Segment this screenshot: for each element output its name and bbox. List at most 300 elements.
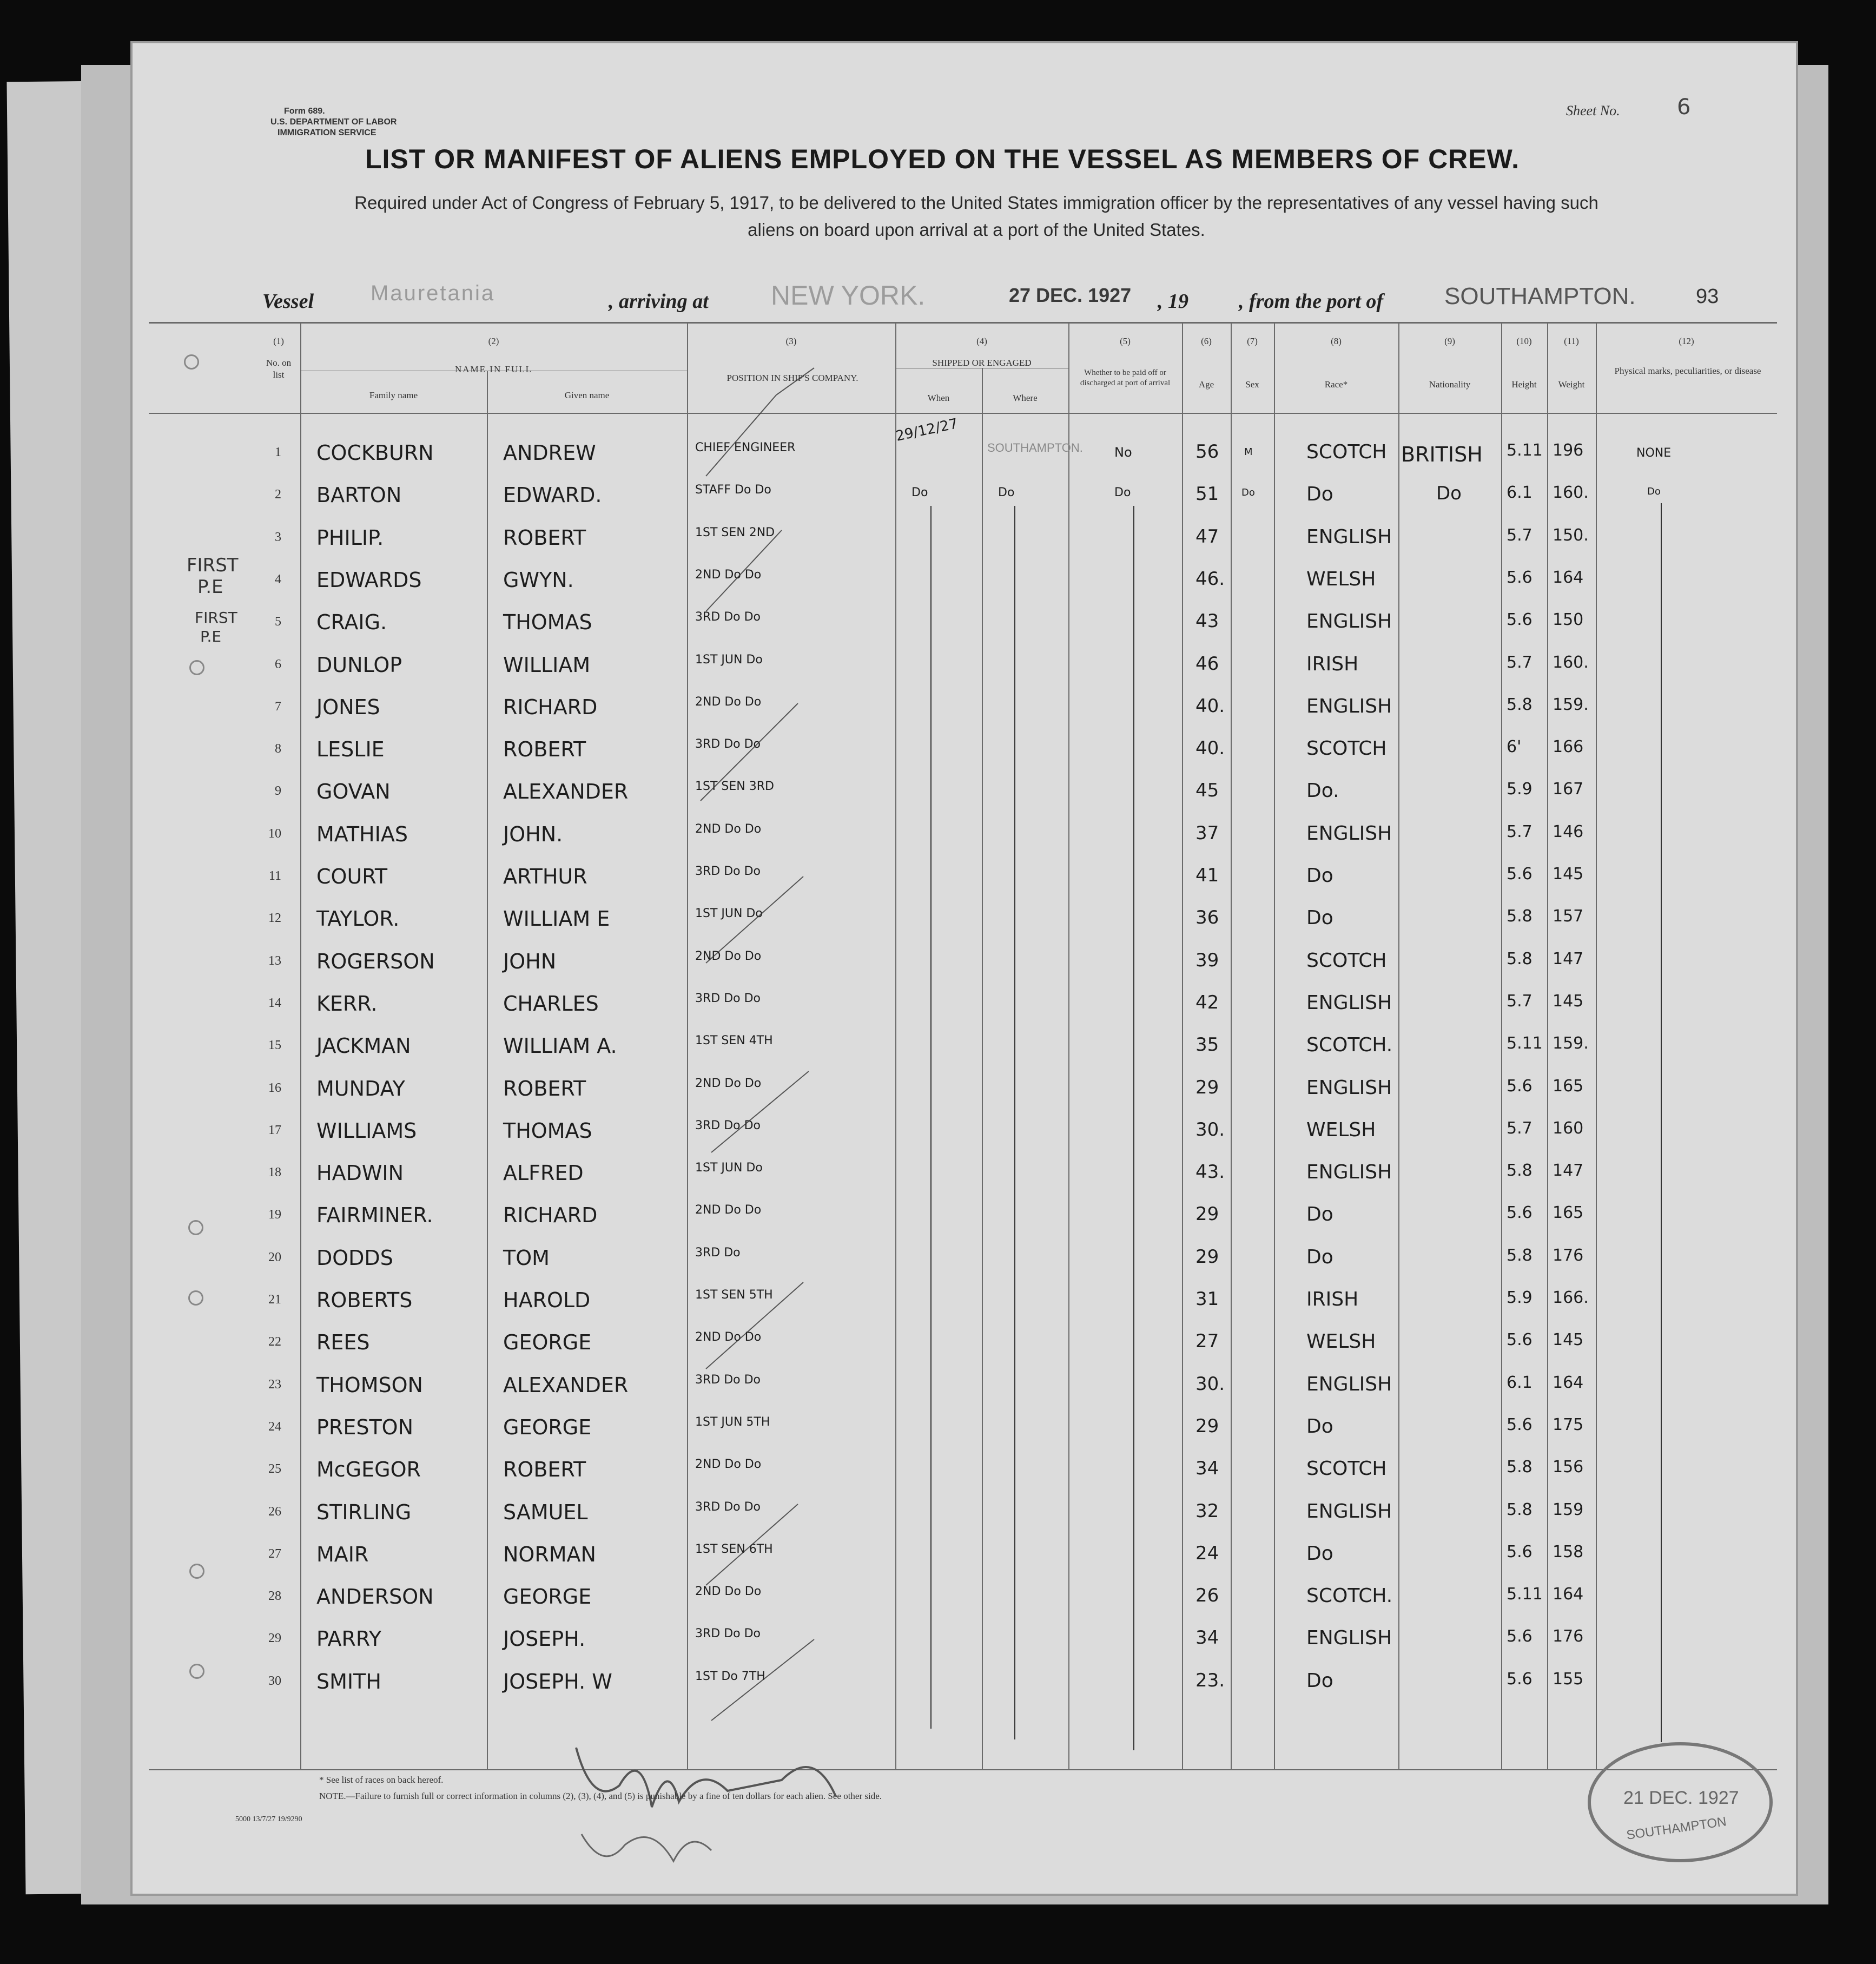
col-7-number: (7) [1247,336,1258,346]
row-given: ROBERT [503,1076,586,1100]
row-weight: 145 [1553,991,1584,1011]
row-height: 5.6 [1507,865,1532,884]
row-age: 41 [1195,865,1219,886]
row-height: 5.7 [1507,822,1532,841]
row-weight: 166 [1553,737,1584,757]
row-position: 2ND Do Do [695,1585,762,1599]
arriving-label: , arriving at [609,290,709,313]
row-weight: 158 [1553,1542,1584,1561]
origin-port: SOUTHAMPTON. [1444,283,1636,309]
check-mark-3 [701,703,798,801]
col-2-number: (2) [488,336,499,346]
row-race: ENGLISH [1306,1373,1392,1395]
row-weight: 160. [1553,483,1589,503]
row-weight: 165 [1553,1203,1584,1223]
row-no: 19 [268,1208,281,1222]
row-family: WILLIAMS [316,1118,417,1143]
row-age: 43 [1195,610,1219,632]
row1-marks: NONE [1636,446,1672,460]
col-2-header: NAME IN FULL [455,364,532,374]
row-weight: 165 [1553,1076,1584,1096]
row-height: 5.7 [1507,525,1532,545]
races-footnote: * See list of races on back hereof. [319,1775,444,1785]
row-height: 5.8 [1507,1458,1532,1477]
row-family: JACKMAN [316,1034,411,1058]
row-position: 2ND Do Do [695,568,762,582]
col-4b-header: Where [1013,393,1038,403]
row-height: 6.1 [1507,1373,1532,1392]
col-6-number: (6) [1201,336,1212,346]
row-age: 34 [1195,1458,1219,1480]
col-10-header: Height [1511,379,1537,390]
row-age: 37 [1195,822,1219,844]
row-height: 5.8 [1507,907,1532,926]
row-position: 3RD Do [695,1245,741,1260]
row-position: 1ST JUN 5TH [695,1415,770,1429]
col-1-number: (1) [273,336,284,346]
row-weight: 175 [1553,1415,1584,1434]
row-given: WILLIAM E [503,907,610,931]
margin-note-4: P.E [200,628,222,645]
row-height: 5.6 [1507,1669,1532,1689]
row-given: WILLIAM [503,653,591,677]
col-8-number: (8) [1331,336,1342,346]
row-height: 5.8 [1507,1500,1532,1519]
row-height: 5.6 [1507,1203,1532,1223]
row-race: ENGLISH [1306,1627,1392,1650]
row-height: 5.6 [1507,1542,1532,1561]
col-11-header: Weight [1558,379,1585,390]
row-height: 5.6 [1507,1076,1532,1096]
row-position: 3RD Do Do [695,1500,761,1514]
row1-where: SOUTHAMPTON. [987,441,1083,454]
row-family: MAIR [316,1542,369,1566]
row-race: WELSH [1306,1118,1376,1141]
row-no: 4 [275,572,281,586]
row-weight: 145 [1553,1330,1584,1350]
row-no: 26 [268,1504,281,1519]
row-no: 20 [268,1250,281,1264]
row2-where: Do [998,486,1015,499]
check-marks [133,43,1796,1894]
row-given: ROBERT [503,525,586,550]
service-label: IMMIGRATION SERVICE [278,128,376,137]
row-given: EDWARD. [503,483,602,508]
row-weight: 147 [1553,949,1584,968]
arrival-stamp [1588,1742,1773,1862]
row2-sex: Do [1241,487,1255,498]
row-height: 5.6 [1507,1330,1532,1350]
row-family: McGEGOR [316,1458,421,1482]
row-weight: 164 [1553,1373,1584,1392]
row-no: 6 [275,657,281,671]
row-position: 2ND Do Do [695,1203,762,1217]
row-age: 47 [1195,525,1219,548]
row-position: 1ST JUN Do [695,1161,763,1175]
row-family: ROGERSON [316,949,435,973]
row-weight: 176 [1553,1245,1584,1265]
row-age: 43. [1195,1161,1225,1183]
row-race: Do [1306,1542,1333,1565]
row-weight: 155 [1553,1669,1584,1689]
row-weight: 150. [1553,525,1589,545]
row-given: GEORGE [503,1330,592,1355]
row-given: ROBERT [503,1458,586,1482]
row-age: 29 [1195,1415,1219,1437]
department-label: U.S. DEPARTMENT OF LABOR [270,117,397,127]
binder-hole-4 [188,1290,203,1306]
row-given: NORMAN [503,1542,596,1566]
col-7-header: Sex [1245,379,1259,390]
row-age: 51 [1195,483,1219,505]
row-position: 2ND Do Do [695,949,762,963]
row-no: 28 [268,1589,281,1604]
row-race: ENGLISH [1306,610,1392,633]
row-family: JONES [316,695,380,719]
row-position: 3RD Do Do [695,737,761,752]
row-given: HAROLD [503,1288,591,1312]
row-family: MATHIAS [316,822,408,846]
row-race: SCOTCH [1306,441,1387,463]
row-race: Do [1306,1415,1333,1438]
row-family: GOVAN [316,780,391,804]
row-race: WELSH [1306,1330,1376,1353]
row-no: 18 [268,1165,281,1180]
row1-when: 29/12/27 [894,416,960,445]
row-height: 6' [1507,737,1522,757]
row-race: ENGLISH [1306,1076,1392,1099]
row-family: THOMSON [316,1373,423,1397]
row-family: LESLIE [316,737,385,762]
row-position: 2ND Do Do [695,1076,762,1090]
check-mark-5 [711,1071,809,1152]
row-given: CHARLES [503,991,599,1016]
row-age: 40. [1195,737,1225,760]
vessel-name: Mauretania [371,281,496,305]
row-position: 3RD Do Do [695,1373,761,1387]
row-given: ALEXANDER [503,780,629,804]
row-family: STIRLING [316,1500,412,1524]
row-no: 9 [275,784,281,799]
col-9-number: (9) [1444,336,1455,346]
sheet-number-label: Sheet No. [1566,103,1620,118]
row-weight: 156 [1553,1458,1584,1477]
row-family: KERR. [316,991,378,1016]
row-weight: 160. [1553,653,1589,672]
row-given: JOHN [503,949,557,973]
row-no: 27 [268,1546,281,1561]
margin-note-1: FIRST [187,555,239,576]
row-height: 5.6 [1507,610,1532,630]
row-age: 29 [1195,1076,1219,1098]
row1-sex: M [1244,446,1253,458]
row-race: IRISH [1306,653,1359,675]
row-position: 1ST SEN 2ND [695,525,775,539]
row-no: 24 [268,1419,281,1434]
col-3-number: (3) [785,336,797,346]
row-position: 2ND Do Do [695,822,762,836]
row-family: CRAIG. [316,610,387,635]
row-given: RICHARD [503,695,598,719]
row-age: 36 [1195,907,1219,929]
row-position: 3RD Do Do [695,865,761,878]
row-age: 30. [1195,1373,1225,1395]
row-no: 11 [268,869,281,883]
row-given: JOSEPH. [503,1627,586,1651]
check-mark-1 [706,368,814,476]
row-given: JOHN. [503,822,563,846]
row1-paid-off: No [1114,445,1132,460]
row-race: ENGLISH [1306,1161,1392,1184]
col-6-header: Age [1198,379,1214,390]
row-given: SAMUEL [503,1500,588,1524]
row-given: GWYN. [503,568,574,592]
row-no: 21 [268,1293,281,1307]
row-age: 46 [1195,653,1219,675]
row-no: 17 [268,1123,281,1137]
print-code: 5000 13/7/27 19/9290 [235,1815,302,1823]
row-race: ENGLISH [1306,822,1392,845]
row-position: 1ST JUN Do [695,907,763,921]
row-family: PRESTON [316,1415,413,1439]
row-age: 42 [1195,991,1219,1013]
row-weight: 159 [1553,1500,1584,1519]
col-1-header: No. on list [266,358,292,380]
row-no: 25 [268,1462,281,1477]
row-race: SCOTCH [1306,949,1387,972]
row-weight: 164 [1553,568,1584,587]
row-family: HADWIN [316,1161,404,1185]
requirement-line-1: Required under Act of Congress of February 5, 1917, to be delivered to the United States immigration officer by the representatives of any vessel having such [354,193,1598,213]
row-position: 3RD Do Do [695,991,761,1005]
row-weight: 160 [1553,1118,1584,1138]
col-9-header: Nationality [1429,379,1471,390]
row-given: GEORGE [503,1585,592,1609]
binder-hole-3 [188,1220,203,1235]
row-given: ARTHUR [503,865,587,888]
row-family: ROBERTS [316,1288,413,1312]
col-8-header: Race* [1324,379,1348,390]
row-no: 2 [275,487,281,502]
row-no: 8 [275,742,281,756]
row-given: GEORGE [503,1415,592,1439]
row-position: 1ST SEN 6TH [695,1542,773,1556]
row-no: 13 [268,953,281,968]
row-height: 5.9 [1507,780,1532,799]
sheet-number: 6 [1677,95,1691,120]
row-position: 2ND Do Do [695,695,762,709]
row1-nationality: BRITISH [1401,443,1483,466]
check-mark-7 [706,1504,798,1585]
row-given: ALEXANDER [503,1373,629,1397]
row-position: 2ND Do Do [695,1330,762,1345]
row-height: 5.7 [1507,653,1532,672]
row-no: 15 [268,1038,281,1053]
row-family: SMITH [316,1669,381,1693]
row-family: PARRY [316,1627,382,1651]
col-2a-header: Family name [369,390,418,400]
row-age: 45 [1195,780,1219,802]
row-position: 2ND Do Do [695,1458,762,1472]
col-3-header: POSITION IN SHIP'S COMPANY. [726,373,858,383]
binder-hole-5 [189,1564,204,1579]
row-race: ENGLISH [1306,1500,1392,1523]
row-age: 32 [1195,1500,1219,1522]
row-race: ENGLISH [1306,695,1392,717]
margin-note-3: FIRST [195,609,237,627]
row-family: FAIRMINER. [316,1203,433,1228]
row-position: 1ST Do 7TH [695,1669,765,1683]
row-family: TAYLOR. [316,907,400,931]
voyage-number: 93 [1696,285,1719,308]
check-mark-2 [706,530,782,611]
row-no: 7 [275,699,281,714]
row-no: 16 [268,1080,281,1095]
year-label: , 19 [1158,290,1188,313]
row-given: JOSEPH. W [503,1669,612,1693]
row-age: 29 [1195,1245,1219,1268]
row-age: 26 [1195,1585,1219,1607]
row-race: Do. [1306,780,1339,802]
row-age: 30. [1195,1118,1225,1141]
row-given: THOMAS [503,1118,592,1143]
row-weight: 166. [1553,1288,1589,1307]
row-race: Do [1306,865,1333,887]
row-family: EDWARDS [316,568,422,592]
row-race: SCOTCH [1306,737,1387,760]
requirement-line-2: aliens on board upon arrival at a port of the United States. [748,220,1205,240]
vessel-label: Vessel [262,290,314,313]
row-no: 14 [268,996,281,1010]
row-given: WILLIAM A. [503,1034,617,1058]
row-height: 5.11 [1507,1034,1543,1053]
row2-marks: Do [1647,486,1661,497]
row-height: 6.1 [1507,483,1532,503]
row2-when: Do [911,486,928,499]
row-race: IRISH [1306,1288,1359,1310]
col-4-header: SHIPPED OR ENGAGED [932,358,1032,368]
row-weight: 159. [1553,1034,1589,1053]
row-given: ANDREW [503,441,596,465]
from-port-label: , from the port of [1239,290,1384,313]
row-no: 10 [268,826,281,841]
row-family: COURT [316,865,388,888]
row-family: DUNLOP [316,653,402,677]
col-4-number: (4) [976,336,987,346]
col-10-number: (10) [1516,336,1532,346]
row-weight: 157 [1553,907,1584,926]
penalty-note: NOTE.—Failure to furnish full or correct information in columns (2), (3), (4), and (5) is punishable by a fine of ten dollars for each alien. See other side. [319,1791,882,1801]
manifest-title: LIST OR MANIFEST OF ALIENS EMPLOYED ON THE VESSEL AS MEMBERS OF CREW. [365,144,1520,174]
check-mark-4 [706,876,803,963]
row-race: ENGLISH [1306,525,1392,548]
row-age: 56 [1195,441,1219,463]
second-signature [582,1834,711,1861]
row-no: 3 [275,530,281,544]
row-given: THOMAS [503,610,592,635]
form-number: Form 689. [284,107,325,116]
row-family: ANDERSON [316,1585,434,1609]
row-race: SCOTCH [1306,1458,1387,1480]
row-race: ENGLISH [1306,991,1392,1014]
row-position: 1ST JUN Do [695,653,763,667]
row-race: SCOTCH. [1306,1034,1393,1057]
row-weight: 146 [1553,822,1584,841]
row-given: ROBERT [503,737,586,762]
col-12-header: Physical marks, peculiarities, or disease [1614,366,1761,376]
row-height: 5.11 [1507,1585,1543,1604]
row-position: STAFF Do Do [695,483,771,497]
row-family: REES [316,1330,370,1355]
row-family: MUNDAY [316,1076,405,1100]
row-age: 29 [1195,1203,1219,1225]
row-age: 35 [1195,1034,1219,1056]
row-weight: 145 [1553,865,1584,884]
row-weight: 164 [1553,1585,1584,1604]
row-age: 24 [1195,1542,1219,1564]
row-age: 39 [1195,949,1219,971]
row-weight: 196 [1553,441,1584,460]
row-position: 3RD Do Do [695,1627,761,1641]
row-race: SCOTCH. [1306,1585,1393,1607]
row-height: 5.8 [1507,1245,1532,1265]
row-position: CHIEF ENGINEER [695,441,796,454]
row-race: Do [1306,1245,1333,1268]
row-family: BARTON [316,483,402,508]
row-age: 31 [1195,1288,1219,1310]
row-height: 5.6 [1507,1627,1532,1646]
row-race: Do [1306,1203,1333,1226]
col-12-number: (12) [1679,336,1694,346]
binder-hole-1 [184,354,199,370]
row-no: 30 [268,1673,281,1688]
row-position: 3RD Do Do [695,1118,761,1132]
arrival-port: NEW YORK. [771,280,926,311]
row-height: 5.8 [1507,695,1532,714]
row-race: Do [1306,907,1333,930]
row-given: TOM [503,1245,550,1270]
row-height: 5.8 [1507,949,1532,968]
row-height: 5.8 [1507,1161,1532,1181]
row-height: 5.6 [1507,568,1532,587]
row-family: PHILIP. [316,525,384,550]
row-race: Do [1306,483,1333,506]
row-no: 12 [268,911,281,926]
row-position: 1ST SEN 5TH [695,1288,773,1302]
row-height: 5.6 [1507,1415,1532,1434]
row-race: Do [1306,1669,1333,1692]
row-height: 5.7 [1507,1118,1532,1138]
row-position: 1ST SEN 4TH [695,1034,773,1048]
row-no: 22 [268,1335,281,1349]
margin-note-2: P.E [197,576,223,598]
col-11-number: (11) [1564,336,1579,346]
row-weight: 159. [1553,695,1589,714]
row-given: ALFRED [503,1161,584,1185]
row-no: 23 [268,1377,281,1392]
row-height: 5.11 [1507,441,1543,460]
stamp-date: 21 DEC. 1927 [1623,1788,1739,1808]
col-2b-header: Given name [564,390,610,400]
col-4a-header: When [927,393,950,403]
col-5-number: (5) [1120,336,1131,346]
row-no: 5 [275,615,281,629]
binder-hole-2 [189,660,204,675]
row-age: 40. [1195,695,1225,717]
row-position: 1ST SEN 3RD [695,780,774,794]
row-height: 5.7 [1507,991,1532,1011]
row-weight: 167 [1553,780,1584,799]
